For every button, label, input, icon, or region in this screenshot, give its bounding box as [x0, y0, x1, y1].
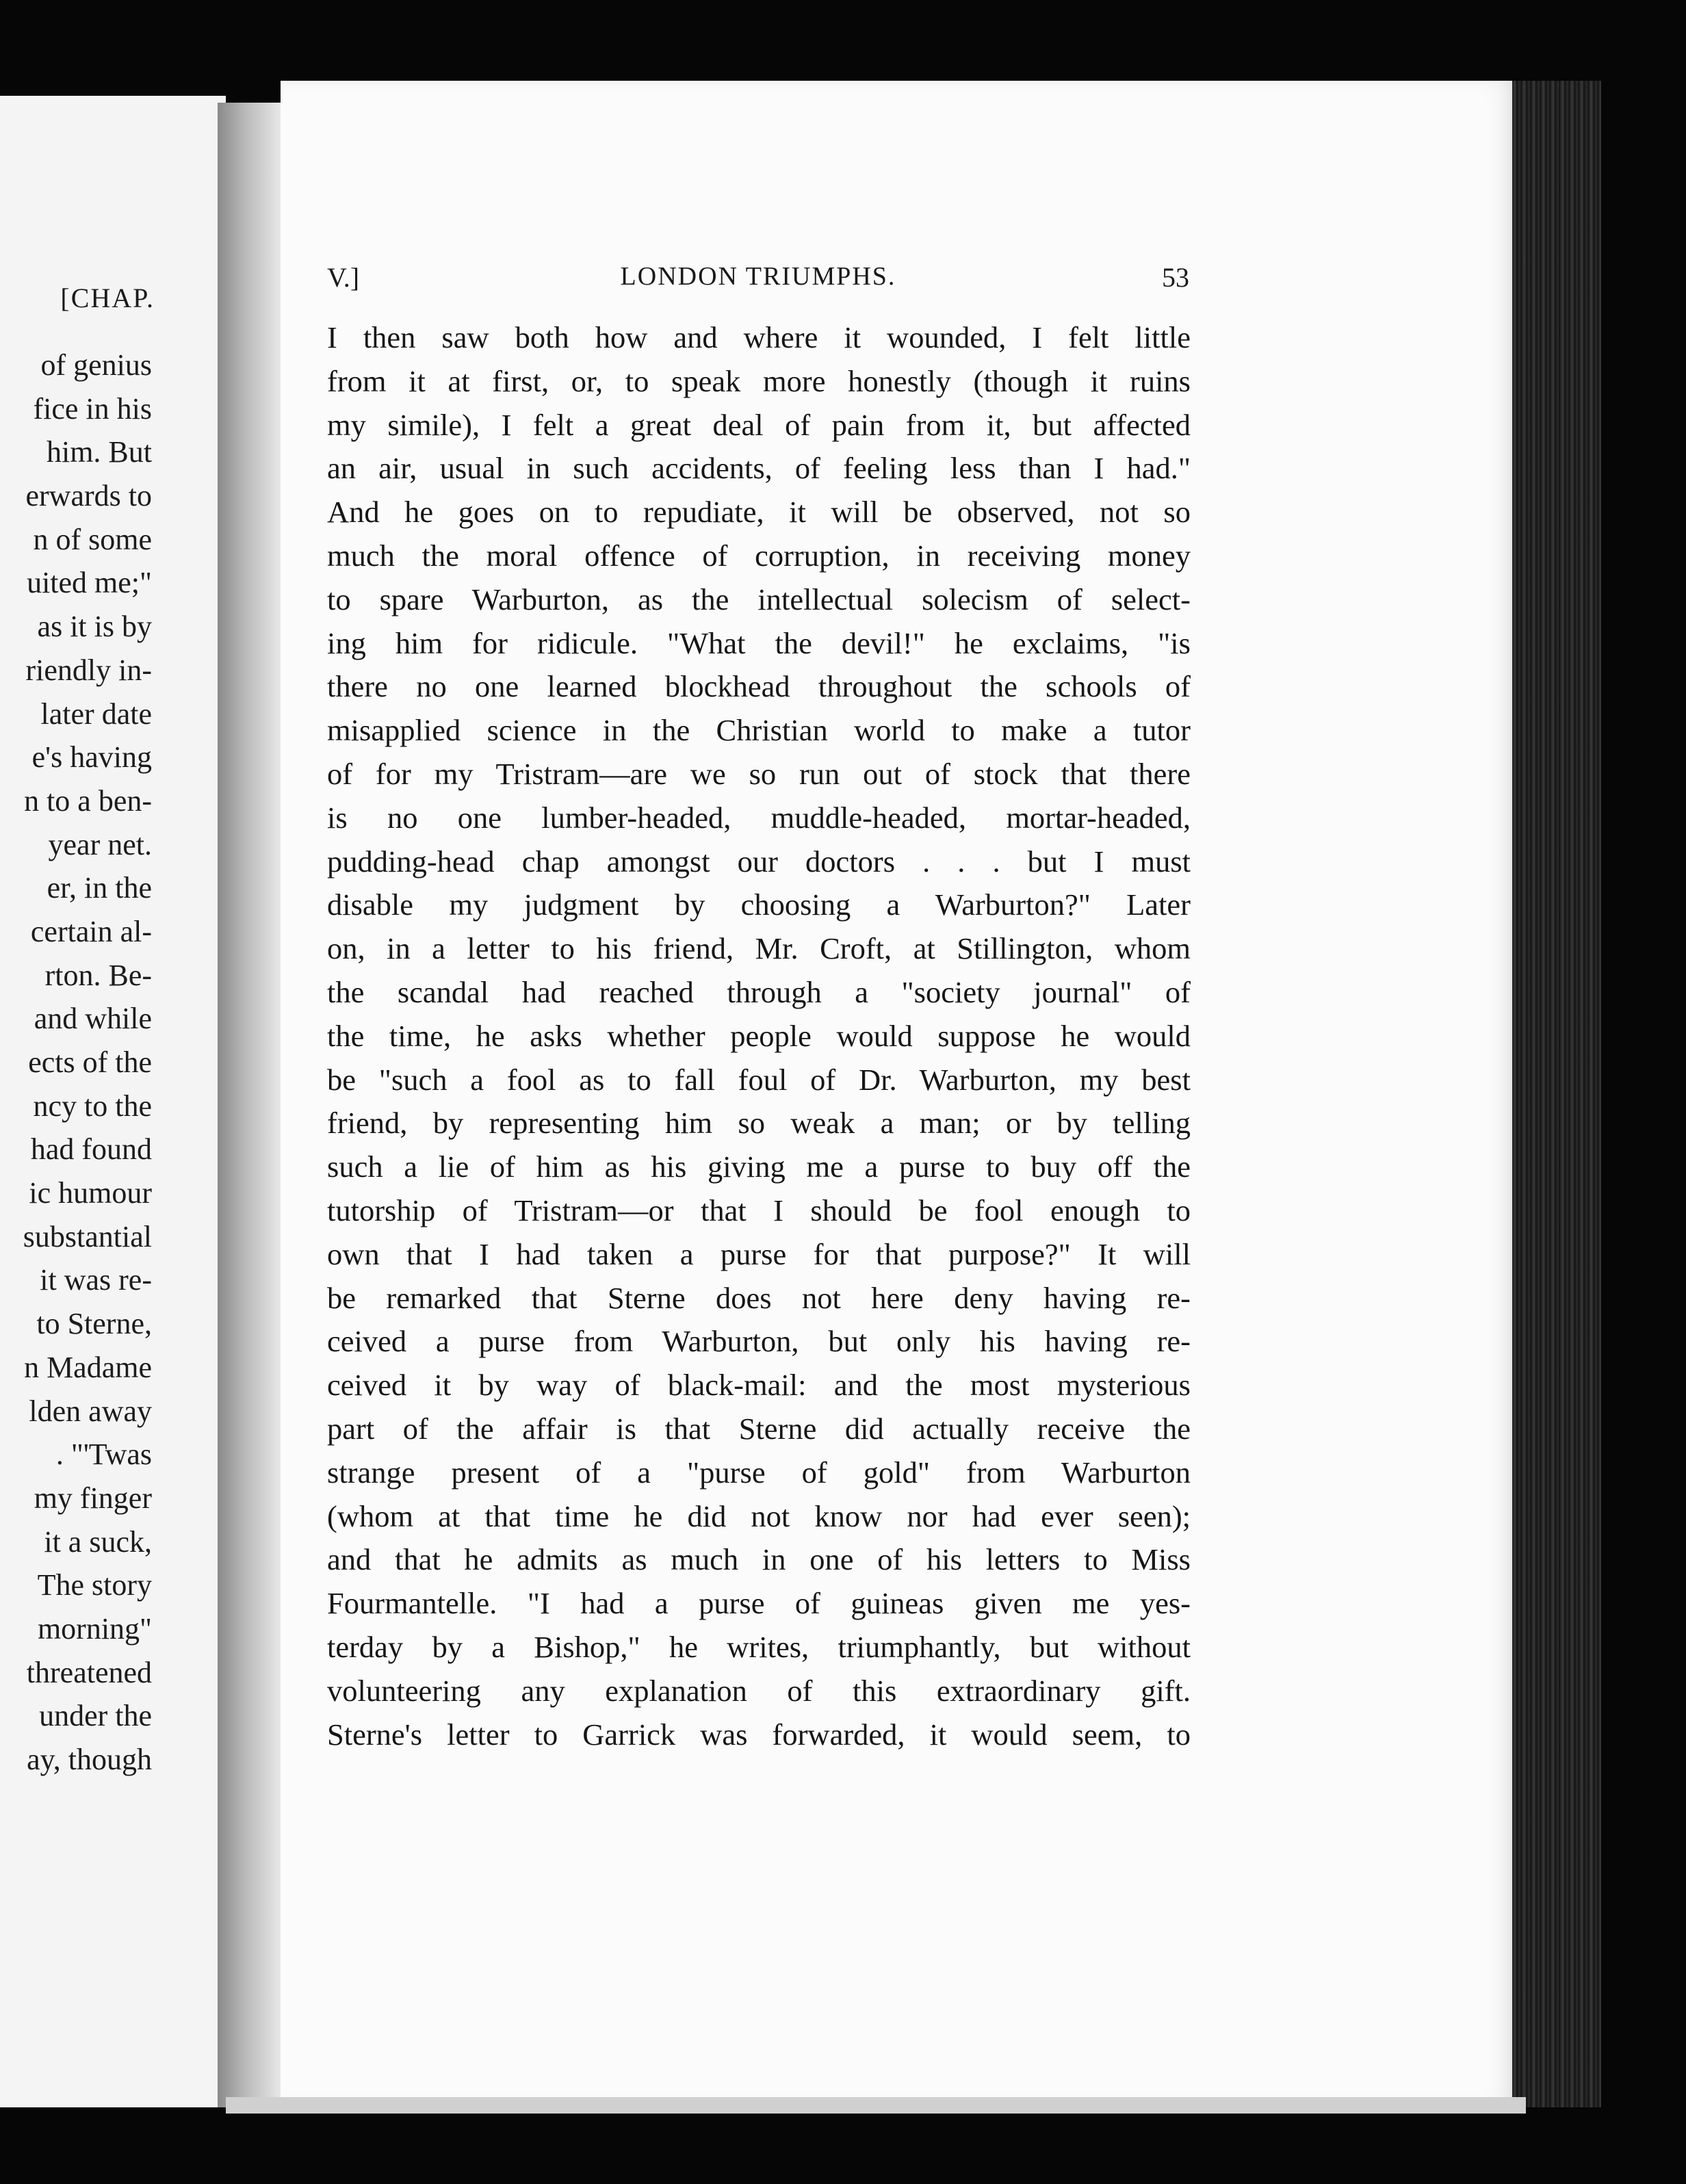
text-line: my simile), I felt a great deal of pain from it, but affected — [327, 407, 1191, 442]
text-line: it was re- — [40, 1263, 152, 1297]
text-line: under the — [39, 1699, 152, 1733]
text-line: volunteering any explanation of this extraordinary gift. — [327, 1673, 1191, 1708]
text-line: The story — [37, 1568, 152, 1602]
text-line: part of the affair is that Sterne did actually receive the — [327, 1411, 1191, 1446]
text-line: of for my Tristram—are we so run out of stock that there — [327, 756, 1191, 791]
text-line: And he goes on to repudiate, it will be observed, not so — [327, 495, 1191, 530]
text-line: misapplied science in the Christian world to make a tutor — [327, 713, 1191, 748]
text-line: ncy to the — [33, 1089, 152, 1123]
text-line: er, in the — [47, 871, 152, 905]
text-line: n of some — [33, 522, 152, 556]
text-line: on, in a letter to his friend, Mr. Croft, at Stillington, whom — [327, 931, 1191, 966]
text-line: ects of the — [28, 1045, 152, 1079]
text-line: much the moral offence of corruption, in receiving money — [327, 538, 1191, 573]
text-line: ceived it by way of black-mail: and the most mysterious — [327, 1368, 1191, 1403]
text-line: Fourmantelle. "I had a purse of guineas given me yes- — [327, 1586, 1191, 1621]
page-number: 53 — [1162, 262, 1189, 293]
text-line: such a lie of him as his giving me a purse to buy off the — [327, 1149, 1191, 1184]
text-line: certain al- — [30, 914, 152, 948]
text-line: him. But — [46, 435, 152, 469]
page-title: LONDON TRIUMPHS. — [620, 262, 896, 291]
text-line: lden away — [29, 1394, 152, 1428]
text-line: rton. Be- — [44, 958, 152, 992]
body-text — [327, 316, 1191, 1756]
text-line: to spare Warburton, as the intellectual solecism of select- — [327, 582, 1191, 616]
text-line: to Sterne, — [36, 1307, 152, 1341]
text-line: morning" — [37, 1611, 152, 1646]
text-line: erwards to — [25, 479, 152, 513]
text-line: it a suck, — [44, 1524, 152, 1559]
text-line: own that I had taken a purse for that purpose?" It will — [327, 1236, 1191, 1271]
left-page-text — [23, 343, 152, 1782]
text-line: the scandal had reached through a "society journal" of — [327, 974, 1191, 1009]
text-line: an air, usual in such accidents, of feeling less than I had." — [327, 451, 1191, 486]
text-line: had found — [30, 1132, 152, 1167]
left-page-header: [CHAP. — [60, 283, 155, 313]
text-line: riendly in- — [25, 653, 152, 687]
text-line: terday by a Bishop," he writes, triumphantly, but without — [327, 1629, 1191, 1664]
text-line: from it at first, or, to speak more honestly (though it ruins — [327, 363, 1191, 398]
text-line: is no one lumber-headed, muddle-headed, mortar-headed, — [327, 800, 1191, 835]
text-line: threatened — [26, 1655, 152, 1689]
text-line: ing him for ridicule. "What the devil!" he exclaims, "is — [327, 625, 1191, 660]
text-line: tutorship of Tristram—or that I should be fool enough to — [327, 1193, 1191, 1227]
text-line: later date — [40, 697, 152, 731]
chapter-mark: V.] — [327, 262, 360, 293]
text-line: as it is by — [37, 610, 152, 644]
text-line: be "such a fool as to fall foul of Dr. Warburton, my best — [327, 1062, 1191, 1097]
book-edge — [1512, 81, 1601, 2107]
text-line: pudding-head chap amongst our doctors . . . but I must — [327, 844, 1191, 879]
text-line: disable my judgment by choosing a Warburton?" Later — [327, 887, 1191, 922]
text-line: year net. — [48, 827, 152, 861]
text-line: ay, though — [27, 1743, 152, 1776]
text-line: substantial — [23, 1219, 152, 1253]
text-line: e's having — [31, 740, 152, 775]
text-line: and while — [34, 1002, 152, 1036]
text-line: Sterne's letter to Garrick was forwarded, it would seem, to — [327, 1717, 1191, 1752]
running-head — [327, 261, 1189, 296]
text-line: of genius — [40, 348, 152, 382]
text-line: there no one learned blockhead throughout the schools of — [327, 669, 1191, 704]
text-line: n to a ben- — [24, 783, 152, 818]
text-line: and that he admits as much in one of his letters to Miss — [327, 1542, 1191, 1577]
text-line: ic humour — [29, 1176, 152, 1210]
left-page — [0, 96, 226, 2107]
text-line: I then saw both how and where it wounded, I felt little — [327, 320, 1191, 354]
text-line: ceived a purse from Warburton, but only his having re- — [327, 1324, 1191, 1359]
text-line: the time, he asks whether people would suppose he would — [327, 1018, 1191, 1053]
text-line: strange present of a "purse of gold" from Warburton — [327, 1455, 1191, 1490]
text-line: (whom at that time he did not know nor had ever seen); — [327, 1498, 1191, 1533]
text-line: be remarked that Sterne does not here deny having re- — [327, 1280, 1191, 1315]
text-line: uited me;" — [27, 566, 152, 600]
text-line: . "'Twas — [55, 1438, 152, 1472]
text-line: n Madame — [24, 1350, 152, 1384]
page-bottom-edge — [226, 2097, 1526, 2114]
text-line: fice in his — [33, 391, 152, 426]
gutter-shadow — [218, 103, 286, 2107]
text-line: friend, by representing him so weak a man; or by telling — [327, 1106, 1191, 1141]
text-line: my finger — [34, 1481, 152, 1515]
